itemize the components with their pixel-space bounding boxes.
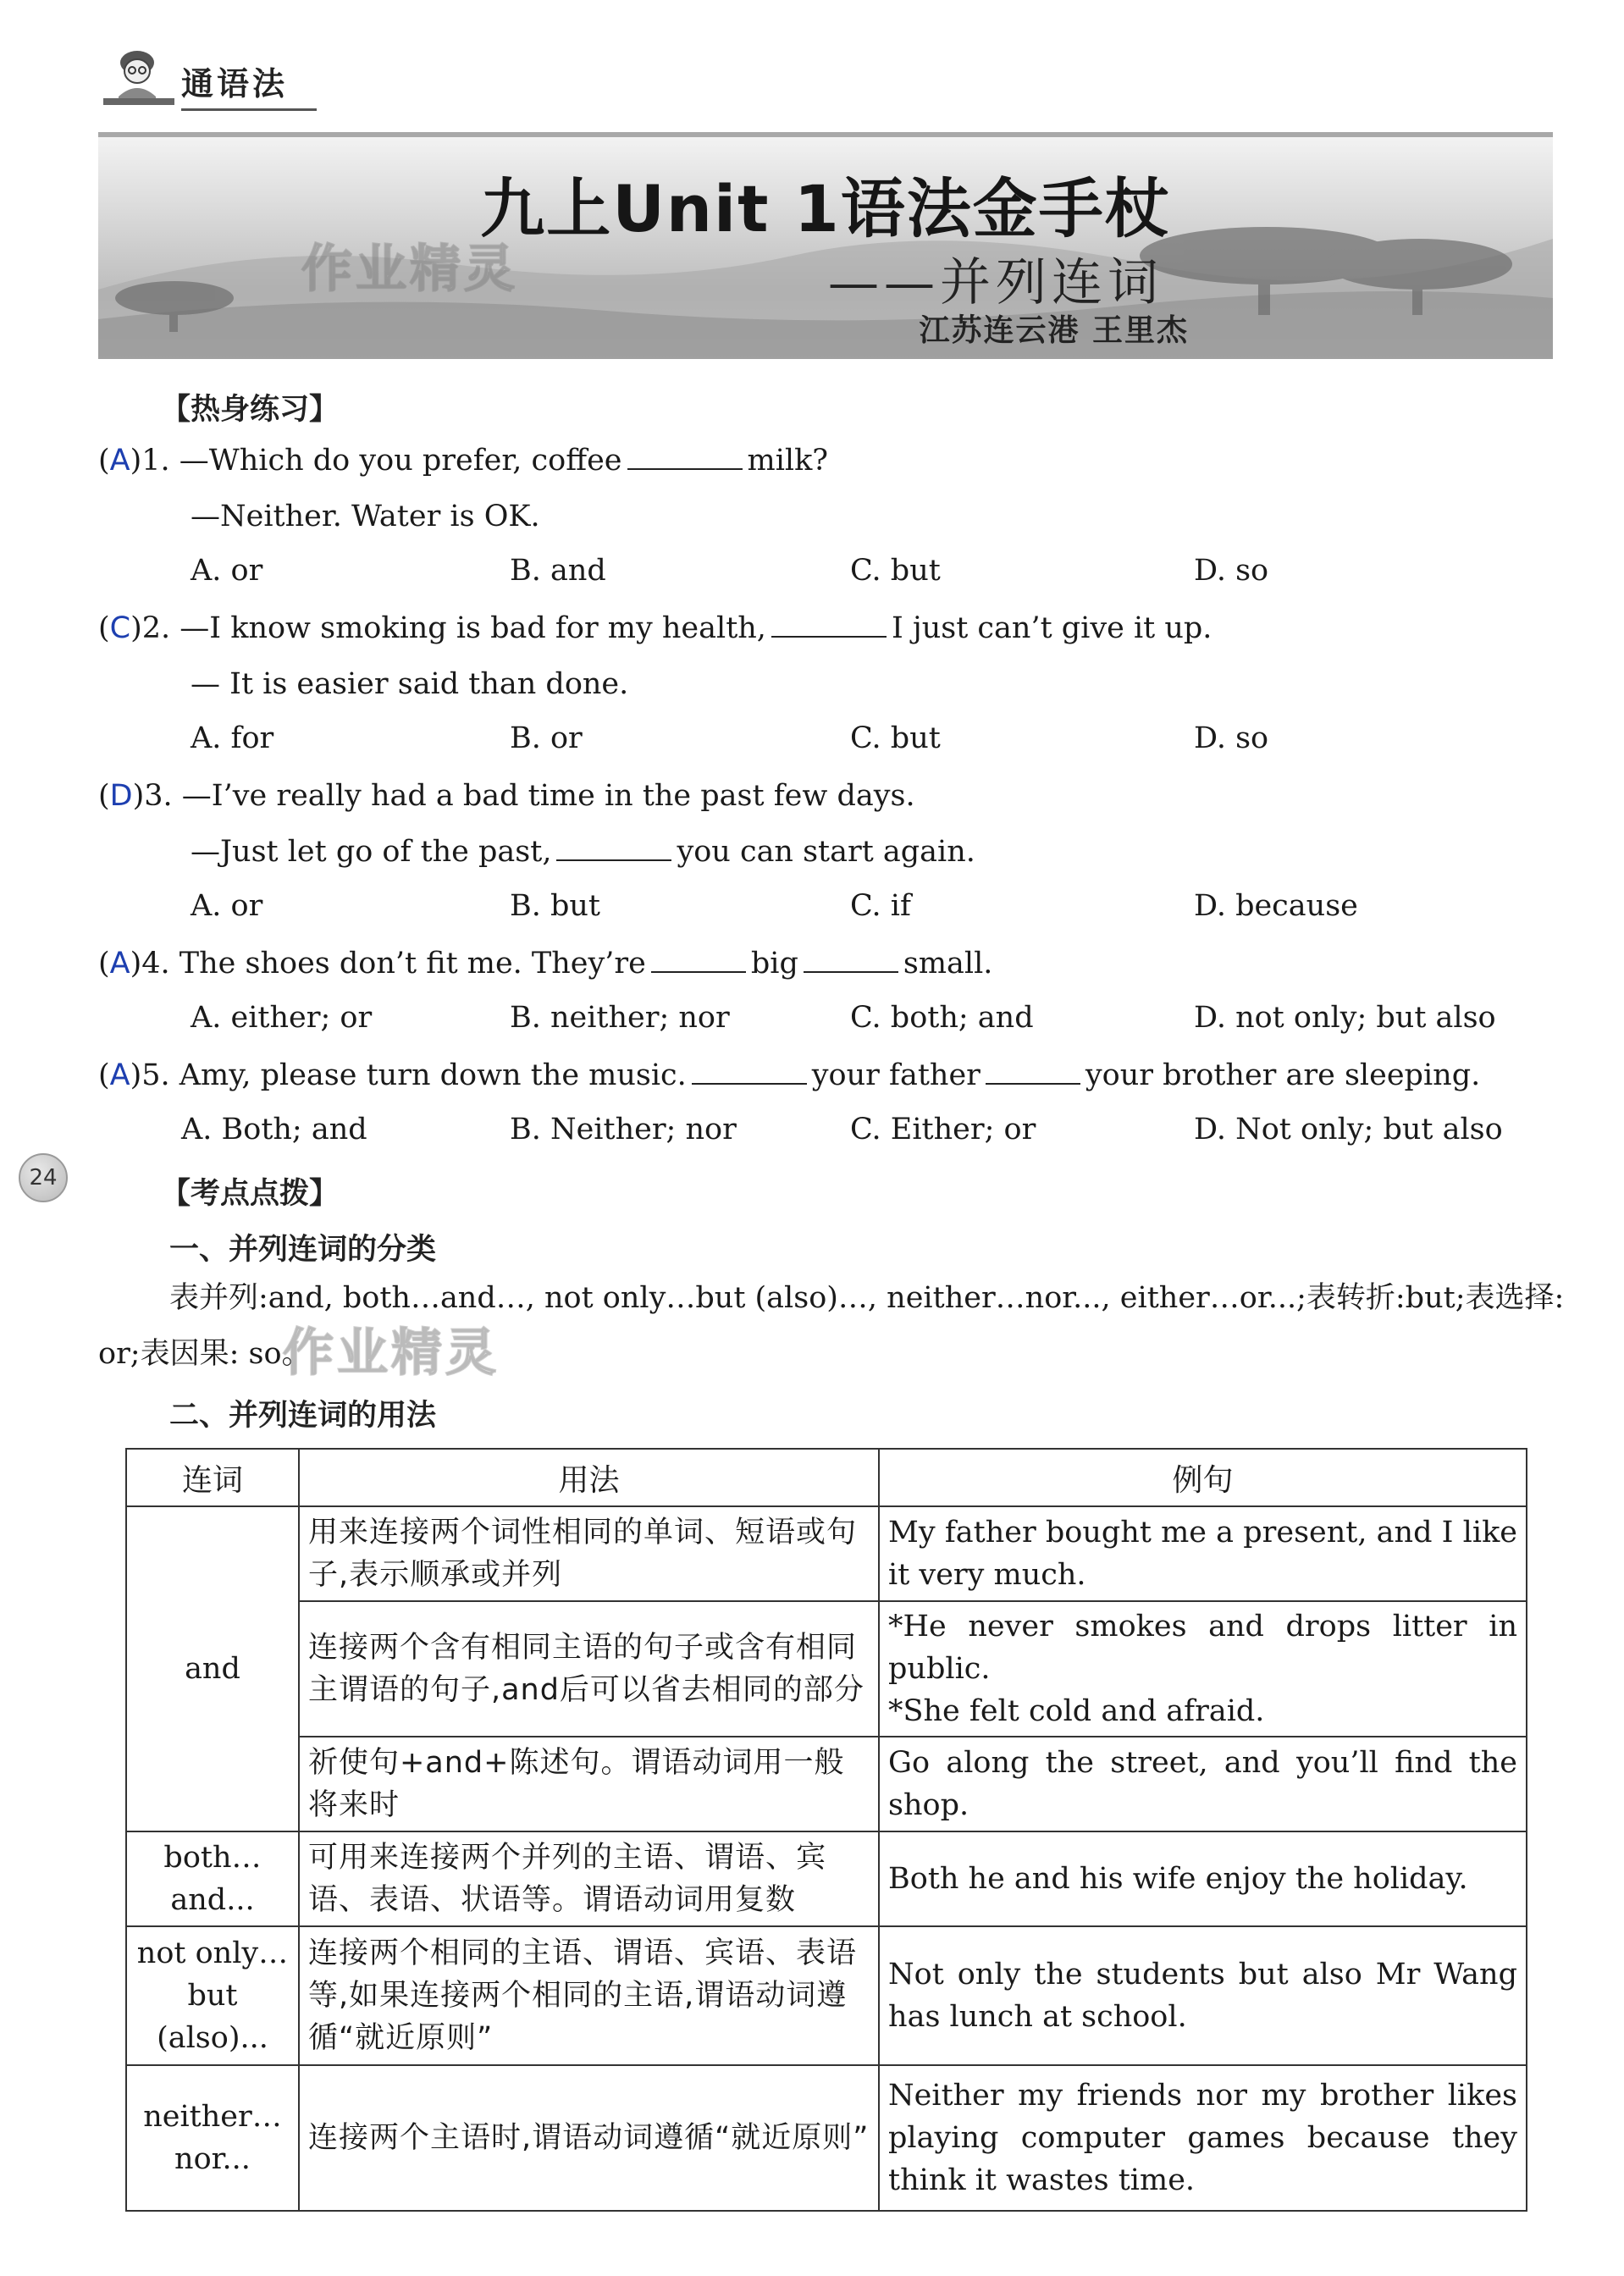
banner-subtitle: ——并列连词 bbox=[828, 253, 1163, 312]
option: A. or bbox=[191, 554, 263, 588]
option: C. both; and bbox=[850, 1001, 1034, 1035]
example-cell bbox=[879, 1737, 1527, 1831]
usage-cell: 连接两个主语时,谓语动词遵循“就近原则” bbox=[299, 2065, 879, 2211]
example-sentence: *He never smokes and drops litter in public. bbox=[888, 1610, 1517, 1686]
option: A. either; or bbox=[191, 1001, 373, 1035]
option: B. Neither; nor bbox=[510, 1113, 737, 1146]
answer-1: A bbox=[109, 444, 130, 478]
table-row bbox=[126, 1506, 1527, 1601]
option: D. not only; but also bbox=[1194, 1001, 1496, 1035]
example-sentence: Go along the street, and you’ll find the shop. bbox=[888, 1746, 1517, 1822]
table-header-row bbox=[126, 1449, 1527, 1506]
usage-cell: 祈使句+and+陈述句。谓语动词用一般将来时 bbox=[299, 1737, 879, 1831]
option: C. Either; or bbox=[850, 1113, 1036, 1146]
blank bbox=[986, 1058, 1080, 1085]
conjunction-cell: both… and... bbox=[126, 1831, 299, 1926]
question-5: (A)5. Amy, please turn down the music. your father your brother are sleeping. bbox=[98, 1058, 1481, 1092]
conjunction-usage-table bbox=[125, 1448, 1527, 2212]
question-2-reply: — It is easier said than done. bbox=[191, 667, 629, 701]
watermark: 作业精灵 bbox=[283, 1323, 500, 1383]
question-1-reply: —Neither. Water is OK. bbox=[191, 500, 540, 533]
answer-3: D bbox=[109, 779, 133, 813]
header-logo bbox=[100, 41, 320, 117]
option: D. so bbox=[1194, 721, 1269, 755]
blank bbox=[692, 1058, 807, 1085]
subheading-classification: 一、并列连词的分类 bbox=[169, 1233, 437, 1267]
usage-cell: 连接两个相同的主语、谓语、宾语、表语等,如果连接两个相同的主语,谓语动词遵循“就近原则” bbox=[299, 1926, 879, 2065]
table-row bbox=[126, 2065, 1527, 2211]
option: D. so bbox=[1194, 554, 1269, 588]
table-row bbox=[126, 1737, 1527, 1831]
banner-author: 江苏连云港 王里杰 bbox=[919, 313, 1189, 348]
example-sentence: My father bought me a present, and I like it very much. bbox=[888, 1516, 1517, 1592]
question-1: (A)1. —Which do you prefer, coffee milk? bbox=[98, 444, 829, 478]
question-4: (A)4. The shoes don’t fit me. They’re big small. bbox=[98, 947, 993, 981]
example-sentence: Neither my friends nor my brother likes playing computer games because they think it wastes time. bbox=[888, 2079, 1517, 2197]
column-header: 连词 bbox=[126, 1449, 299, 1506]
usage-cell: 用来连接两个词性相同的单词、短语或句子,表示顺承或并列 bbox=[299, 1506, 879, 1601]
column-header: 用法 bbox=[299, 1449, 879, 1506]
example-cell bbox=[879, 1926, 1527, 2065]
example-sentence: Both he and his wife enjoy the holiday. bbox=[888, 1862, 1468, 1896]
blank bbox=[651, 946, 746, 973]
page-number: 24 bbox=[19, 1153, 68, 1202]
question-3: (D)3. —I’ve really had a bad time in the past few days. bbox=[98, 779, 915, 813]
paragraph-line: or;表因果: so。 bbox=[98, 1337, 312, 1371]
cartoon-teacher-icon bbox=[100, 46, 176, 108]
subheading-usage: 二、并列连词的用法 bbox=[169, 1399, 437, 1433]
option: D. because bbox=[1194, 889, 1358, 923]
blank bbox=[556, 834, 671, 861]
option: B. and bbox=[510, 554, 606, 588]
usage-cell: 可用来连接两个并列的主语、谓语、宾语、表语、状语等。谓语动词用复数 bbox=[299, 1831, 879, 1926]
example-sentence: *She felt cold and afraid. bbox=[888, 1694, 1265, 1728]
title-banner bbox=[98, 132, 1553, 359]
option: C. if bbox=[850, 889, 911, 923]
conjunction-cell: and bbox=[126, 1506, 299, 1831]
keypoints-heading: 【考点点拨】 bbox=[161, 1177, 340, 1211]
example-cell bbox=[879, 1506, 1527, 1601]
question-2: (C)2. —I know smoking is bad for my health, I just can’t give it up. bbox=[98, 611, 1212, 645]
question-3-reply: —Just let go of the past, you can start again. bbox=[191, 835, 975, 869]
logo-title: 通语法 bbox=[181, 65, 289, 102]
warmup-heading: 【热身练习】 bbox=[161, 393, 340, 427]
option: B. neither; nor bbox=[510, 1001, 730, 1035]
option: A. for bbox=[191, 721, 274, 755]
option: A. or bbox=[191, 889, 263, 923]
banner-title: 九上Unit 1语法金手杖 bbox=[480, 171, 1171, 246]
example-cell bbox=[879, 1601, 1527, 1737]
example-cell bbox=[879, 2065, 1527, 2211]
blank bbox=[804, 946, 898, 973]
option: C. but bbox=[850, 554, 941, 588]
option: A. Both; and bbox=[181, 1113, 367, 1146]
option: B. or bbox=[510, 721, 583, 755]
table-row bbox=[126, 1601, 1527, 1737]
option: D. Not only; but also bbox=[1194, 1113, 1503, 1146]
table-row bbox=[126, 1926, 1527, 2065]
column-header: 例句 bbox=[879, 1449, 1527, 1506]
table-row bbox=[126, 1831, 1527, 1926]
usage-cell: 连接两个含有相同主语的句子或含有相同主谓语的句子,and后可以省去相同的部分 bbox=[299, 1601, 879, 1737]
answer-4: A bbox=[109, 947, 130, 981]
option: C. but bbox=[850, 721, 941, 755]
watermark: 作业精灵 bbox=[301, 240, 518, 299]
conjunction-cell: neither… nor... bbox=[126, 2065, 299, 2211]
example-cell bbox=[879, 1831, 1527, 1926]
blank bbox=[627, 443, 743, 470]
conjunction-cell: not only… but (also)... bbox=[126, 1926, 299, 2065]
paragraph-line: 表并列:and, both…and…, not only…but (also)…, neither…nor..., either…or...;表转折:but;表选择: bbox=[169, 1281, 1565, 1315]
logo-underline bbox=[181, 108, 317, 111]
option: B. but bbox=[510, 889, 600, 923]
blank bbox=[771, 610, 887, 638]
answer-2: C bbox=[109, 611, 131, 645]
example-sentence: Not only the students but also Mr Wang has lunch at school. bbox=[888, 1958, 1517, 2034]
answer-5: A bbox=[109, 1058, 130, 1092]
